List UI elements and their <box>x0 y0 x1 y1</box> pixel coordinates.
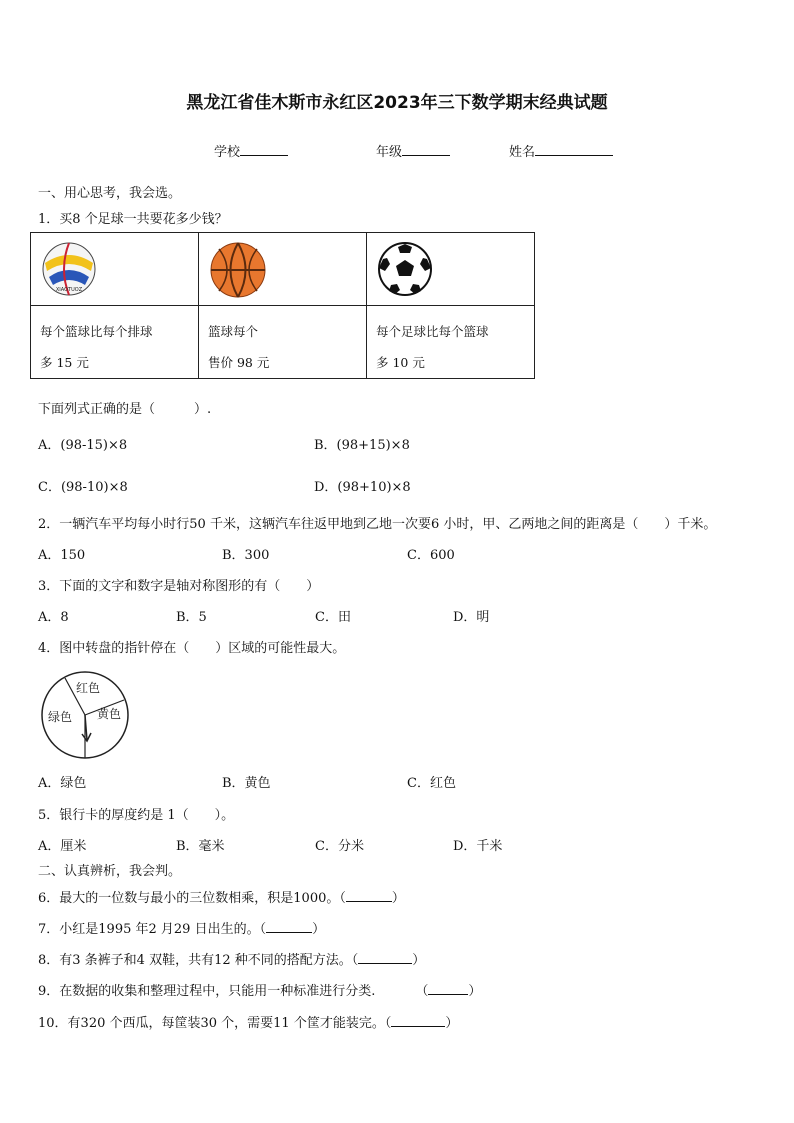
q2-option-b[interactable]: B．300 <box>222 548 270 563</box>
q5-option-a[interactable]: A．厘米 <box>38 839 87 854</box>
soccer-ball-cell <box>367 233 535 306</box>
q1-option-d[interactable]: D．(98+10)×8 <box>314 480 411 495</box>
q5-option-c[interactable]: C．分米 <box>315 839 364 854</box>
q9-answer-blank[interactable] <box>428 981 468 995</box>
cell-1-line-1: 每个篮球比每个排球 <box>40 324 153 339</box>
q3-option-b[interactable]: B．5 <box>176 610 207 625</box>
grade-label: 年级 <box>376 145 403 160</box>
spinner-green-label: 绿色 <box>48 710 73 724</box>
q4-option-b[interactable]: B．黄色 <box>222 776 271 791</box>
q5-option-d[interactable]: D．千米 <box>453 839 503 854</box>
q10-answer-blank[interactable] <box>391 1013 445 1027</box>
q7-text: 7．小红是1995 年2 月29 日出生的。 <box>38 922 260 937</box>
q9-statement: 9．在数据的收集和整理过程中，只能用一种标准进行分类. （ ） <box>38 980 481 999</box>
q6-statement: 6．最大的一位数与最小的三位数相乘，积是1000。（ ） <box>38 887 405 906</box>
q1-option-c[interactable]: C．(98-10)×8 <box>38 480 128 495</box>
q1-option-a[interactable]: A．(98-15)×8 <box>38 438 128 453</box>
cell-3-line-1: 每个足球比每个篮球 <box>376 324 489 339</box>
volleyball-info-cell <box>31 306 199 379</box>
spinner-red-label: 红色 <box>76 681 101 695</box>
q1-prompt: 下面列式正确的是（ ）. <box>38 402 212 417</box>
page-title: 黑龙江省佳木斯市永红区2023年三下数学期末经典试题 <box>186 93 608 113</box>
cell-2-line-1: 篮球每个 <box>208 324 259 339</box>
q5-stem: 5．银行卡的厚度约是 1（ ）。 <box>38 808 235 823</box>
name-blank[interactable] <box>535 142 613 156</box>
q2-stem: 2．一辆汽车平均每小时行50 千米，这辆汽车往返甲地到乙地一次要6 小时，甲、乙两地之间的距离是（ ）千米。 <box>38 517 717 532</box>
q1-table <box>30 232 535 379</box>
q10-statement: 10．有320 个西瓜，每筐装30 个，需要11 个筐才能装完。（ ） <box>38 1012 458 1031</box>
q1-stem: 1．买8 个足球一共要花多少钱？ <box>38 212 228 227</box>
basketball-icon <box>209 241 267 299</box>
basketball-info-cell <box>199 306 367 379</box>
q2-option-a[interactable]: A．150 <box>38 548 86 563</box>
q8-statement: 8．有3 条裤子和4 双鞋，共有12 种不同的搭配方法。（ ） <box>38 949 425 968</box>
volleyball-brand: XIAOTUOZ <box>55 287 83 293</box>
volleyball-icon <box>41 241 97 297</box>
q2-option-c[interactable]: C．600 <box>407 548 455 563</box>
q7-statement: 7．小红是1995 年2 月29 日出生的。（ ） <box>38 918 325 937</box>
q3-option-d[interactable]: D．明 <box>453 610 490 625</box>
volleyball-cell <box>31 233 199 306</box>
q3-option-a[interactable]: A．8 <box>38 610 69 625</box>
q4-option-a[interactable]: A．绿色 <box>38 776 87 791</box>
q4-option-c[interactable]: C．红色 <box>407 776 456 791</box>
q1-option-b[interactable]: B．(98+15)×8 <box>314 438 410 453</box>
q3-stem: 3．下面的文字和数字是轴对称图形的有（ ） <box>38 579 320 594</box>
grade-field <box>376 141 450 160</box>
spinner-yellow-label: 黄色 <box>97 707 122 721</box>
q10-text: 10．有320 个西瓜，每筐装30 个，需要11 个筐才能装完。 <box>38 1016 385 1031</box>
spinner-diagram <box>40 670 130 760</box>
name-field <box>509 141 613 160</box>
school-field <box>214 141 288 160</box>
name-label: 姓名 <box>509 145 536 160</box>
q4-stem: 4．图中转盘的指针停在（ ）区域的可能性最大。 <box>38 641 346 656</box>
basketball-cell <box>199 233 367 306</box>
soccer-ball-icon <box>377 241 433 297</box>
q6-answer-blank[interactable] <box>346 888 392 902</box>
q8-answer-blank[interactable] <box>358 950 412 964</box>
grade-blank[interactable] <box>402 142 450 156</box>
q8-text: 8．有3 条裤子和4 双鞋，共有12 种不同的搭配方法。 <box>38 953 352 968</box>
q5-option-b[interactable]: B．毫米 <box>176 839 225 854</box>
q6-text: 6．最大的一位数与最小的三位数相乘，积是1000。 <box>38 891 340 906</box>
q3-option-c[interactable]: C．田 <box>315 610 351 625</box>
school-label: 学校 <box>214 145 241 160</box>
q9-text: 9．在数据的收集和整理过程中，只能用一种标准进行分类. <box>38 984 376 999</box>
q7-answer-blank[interactable] <box>266 919 312 933</box>
school-blank[interactable] <box>240 142 288 156</box>
cell-3-line-2: 多 10 元 <box>376 355 425 370</box>
cell-2-line-2: 售价 98 元 <box>208 355 270 370</box>
soccer-info-cell <box>367 306 535 379</box>
section-1-heading: 一、用心思考，我会选。 <box>38 186 182 201</box>
cell-1-line-2: 多 15 元 <box>40 355 89 370</box>
section-2-heading: 二、认真辨析，我会判。 <box>38 864 182 879</box>
